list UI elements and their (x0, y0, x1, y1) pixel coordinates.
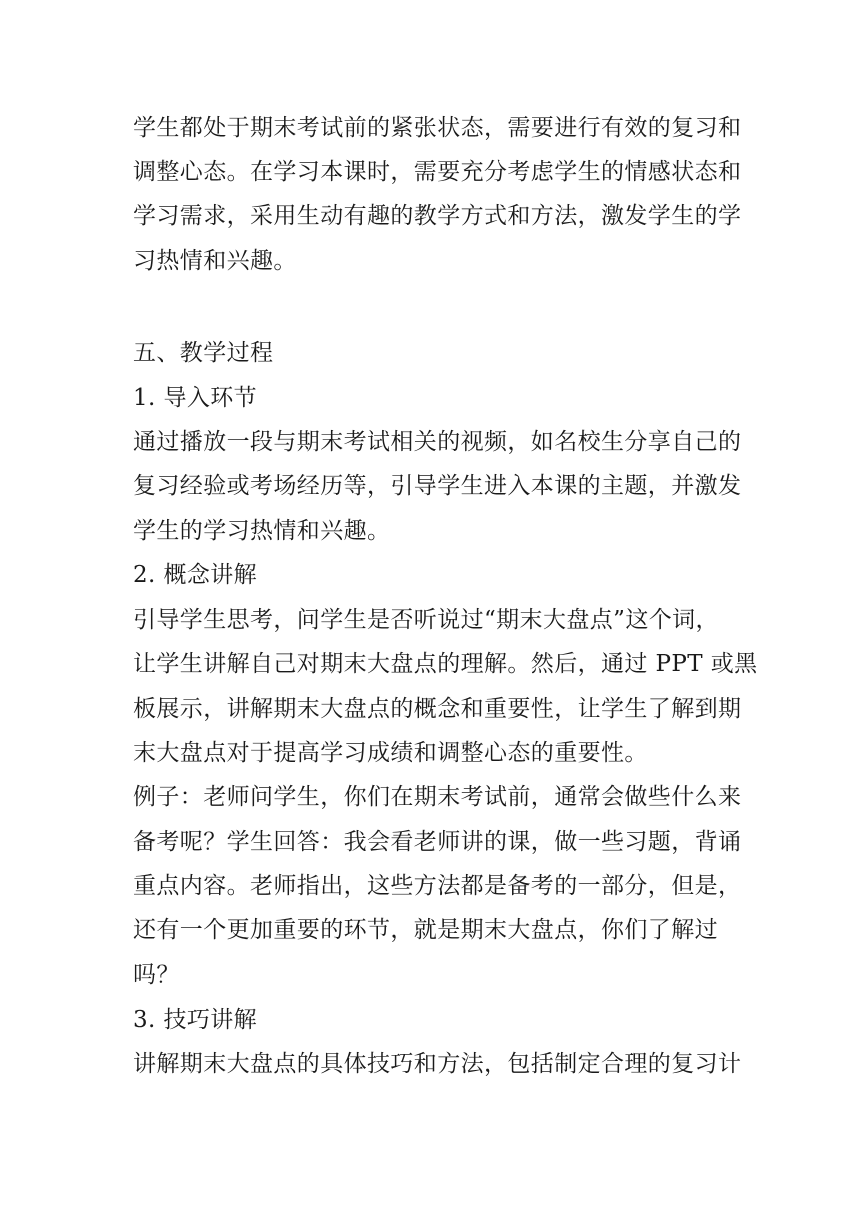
paragraph-line: 末大盘点对于提高学习成绩和调整心态的重要性。 (133, 740, 648, 766)
paragraph-line: 通过播放一段与期末考试相关的视频，如名校生分享自己的 (133, 429, 742, 455)
paragraph-line: 习热情和兴趣。 (133, 248, 297, 274)
subsection-heading: 3. 技巧讲解 (133, 1007, 258, 1033)
paragraph-line: 复习经验或考场经历等，引导学生进入本课的主题，并激发 (133, 473, 742, 499)
paragraph-line: 重点内容。老师指出，这些方法都是备考的一部分，但是， (133, 873, 742, 899)
subsection-heading: 2. 概念讲解 (133, 562, 258, 588)
paragraph-line: 学生的学习热情和兴趣。 (133, 518, 391, 544)
paragraph-line: 吗？ (133, 962, 180, 988)
paragraph-line: 还有一个更加重要的环节，就是期末大盘点，你们了解过 (133, 917, 718, 943)
paragraph-line: 引导学生思考，问学生是否听说过“期末大盘点”这个词， (133, 607, 719, 633)
paragraph-line: 学习需求，采用生动有趣的教学方式和方法，激发学生的学 (133, 203, 742, 229)
paragraph-line: 板展示，讲解期末大盘点的概念和重要性，让学生了解到期 (133, 696, 742, 722)
paragraph-line: 例子：老师问学生，你们在期末考试前，通常会做些什么来 (133, 784, 742, 810)
paragraph-line: 讲解期末大盘点的具体技巧和方法，包括制定合理的复习计 (133, 1051, 742, 1077)
paragraph-line: 让学生讲解自己对期末大盘点的理解。然后，通过 PPT 或黑 (133, 651, 758, 677)
paragraph-line: 调整心态。在学习本课时，需要充分考虑学生的情感状态和 (133, 159, 742, 185)
subsection-heading: 1. 导入环节 (133, 385, 258, 411)
paragraph-line: 学生都处于期末考试前的紧张状态，需要进行有效的复习和 (133, 115, 742, 141)
section-heading: 五、教学过程 (133, 340, 274, 366)
paragraph-line: 备考呢？学生回答：我会看老师讲的课，做一些习题，背诵 (133, 829, 742, 855)
